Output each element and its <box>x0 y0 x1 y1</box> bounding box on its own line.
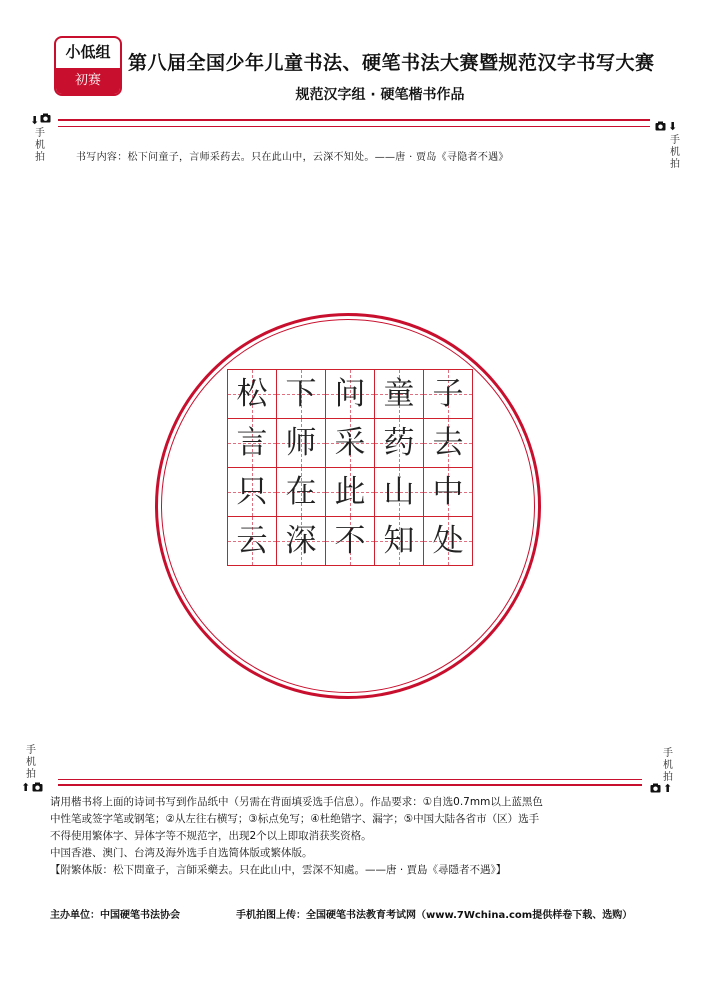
grid-character: 只 <box>236 474 268 510</box>
arrow-up-icon: ⬆ <box>21 781 31 794</box>
grid-cell <box>374 467 424 517</box>
grid-cell <box>423 369 473 419</box>
grid-cell <box>276 418 326 468</box>
writing-content: 书写内容：松下问童子，言师采药去。只在此山中，云深不知处。——唐 · 贾岛《寻隐者不遇》 <box>76 152 509 163</box>
grid-cell <box>374 369 424 419</box>
grid-character: 童 <box>383 376 415 412</box>
grid-cell <box>423 418 473 468</box>
grid-cell <box>374 418 424 468</box>
page-subtitle: 规范汉字组 · 硬笔楷书作品 <box>295 87 465 103</box>
grid-character: 师 <box>285 425 317 461</box>
camera-icon <box>650 783 661 796</box>
badge-group-label: 小低组 <box>65 43 111 61</box>
grid-cell <box>276 467 326 517</box>
grid-character: 药 <box>383 425 415 461</box>
arrow-up-icon: ⬆ <box>663 782 673 795</box>
grid-character: 子 <box>432 376 464 412</box>
top-divider-line <box>58 119 650 121</box>
camera-icon <box>40 113 51 126</box>
grid-cell <box>325 516 375 566</box>
grid-cell <box>227 418 277 468</box>
grid-cell <box>423 467 473 517</box>
side-label-bottom-left: 手机拍 <box>26 745 36 780</box>
organizer-text: 主办单位：中国硬笔书法协会 <box>50 910 180 921</box>
grid-cell <box>227 467 277 517</box>
grid-character: 言 <box>236 425 268 461</box>
grid-character: 知 <box>383 523 415 559</box>
grid-cell <box>423 516 473 566</box>
grid-cell <box>227 516 277 566</box>
grid-character: 在 <box>285 474 317 510</box>
grid-character: 此 <box>334 474 366 510</box>
side-label-top-left: 手机拍 <box>35 128 45 163</box>
grid-cell <box>325 418 375 468</box>
upload-info-text: 手机拍图上传：全国硬笔书法教育考试网（www.7Wchina.com提供样卷下载、选购） <box>236 910 633 921</box>
arrow-down-icon: ⬇ <box>668 120 678 133</box>
requirements-block <box>50 794 650 879</box>
grid-character: 去 <box>432 425 464 461</box>
grid-character: 不 <box>334 523 366 559</box>
requirement-line: 请用楷书将上面的诗词书写到作品纸中（另需在背面填妥选手信息）。作品要求：①自选0.7mm以上蓝黑色 <box>50 796 543 808</box>
grid-character: 松 <box>236 376 268 412</box>
grid-character: 下 <box>285 376 317 412</box>
grid-character: 云 <box>236 523 268 559</box>
grid-cell <box>276 369 326 419</box>
page-title: 第八届全国少年儿童书法、硬笔书法大赛暨规范汉字书写大赛 <box>128 52 655 74</box>
traditional-version-line: 【附繁体版：松下問童子，言師采藥去。只在此山中，雲深不知處。——唐 · 賈島《尋隱者不遇》】 <box>50 864 507 876</box>
grid-cell <box>325 369 375 419</box>
grid-cell <box>227 369 277 419</box>
side-label-top-right: 手机拍 <box>670 135 680 170</box>
bottom-divider-line-thin <box>58 779 642 780</box>
grid-character: 处 <box>432 523 464 559</box>
grid-character: 问 <box>334 376 366 412</box>
requirement-line: 不得使用繁体字、异体字等不规范字，出现2个以上即取消获奖资格。 <box>50 830 372 842</box>
camera-icon <box>655 121 666 134</box>
grid-cell <box>325 467 375 517</box>
bottom-divider-line <box>58 784 642 786</box>
badge-round-label: 初赛 <box>56 68 120 94</box>
camera-icon <box>32 782 43 795</box>
group-badge <box>54 36 122 96</box>
grid-character: 深 <box>285 523 317 559</box>
grid-cell <box>276 516 326 566</box>
grid-character: 中 <box>432 474 464 510</box>
grid-character: 采 <box>334 425 366 461</box>
requirement-line: 中国香港、澳门、台湾及海外选手自选简体版或繁体版。 <box>50 847 313 859</box>
grid-cell <box>374 516 424 566</box>
top-divider-line-thin <box>58 126 650 127</box>
arrow-down-icon: ⬇ <box>30 114 40 127</box>
grid-character: 山 <box>383 474 415 510</box>
side-label-bottom-right: 手机拍 <box>663 748 673 783</box>
requirement-line: 中性笔或签字笔或钢笔；②从左往右横写；③标点免写；④杜绝错字、漏字；⑤中国大陆各省市（区）选手 <box>50 813 540 825</box>
